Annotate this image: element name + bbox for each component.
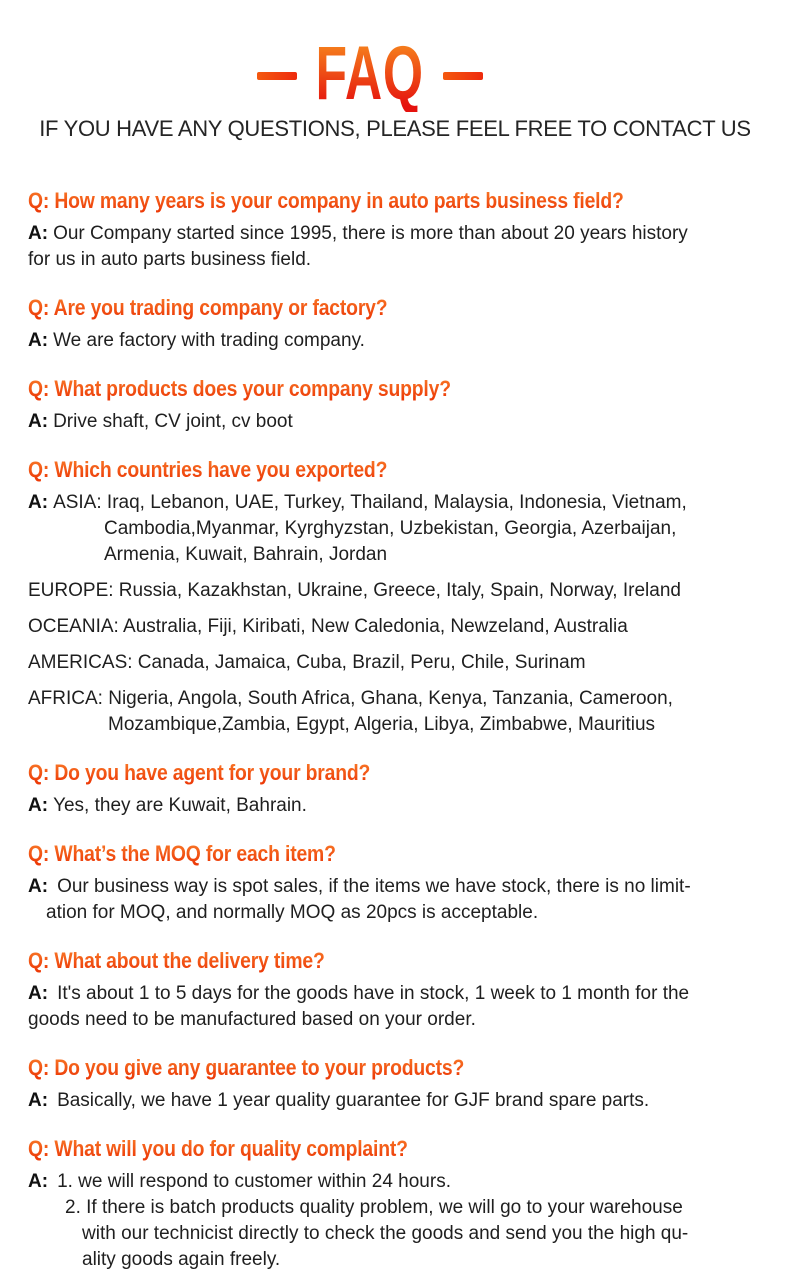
answer-text: Our business way is spot sales, if the items we have stock, there is no limit- [57,876,691,897]
faq-header [0,0,790,144]
answer-line-oceania: OCEANIA: Australia, Fiji, Kiribati, New Caledonia, Newzeland, Australia [28,616,628,637]
title-dash-right [443,72,483,80]
answer-line: 2. If there is batch products quality problem, we will go to your warehouse [65,1197,683,1218]
answer-text: ASIA: Iraq, Lebanon, UAE, Turkey, Thailand, Malaysia, Indonesia, Vietnam, [53,492,687,513]
answer-line [28,1088,758,1114]
answer-line [28,221,758,247]
answer-line-asia: Cambodia,Myanmar, Kyrghyzstan, Uzbekistan, Georgia, Azerbaijan, [104,518,677,539]
question-heading [28,457,758,486]
answer-text: It's about 1 to 5 days for the goods have in stock, 1 week to 1 month for the [57,983,690,1004]
subtitle: IF YOU HAVE ANY QUESTIONS, PLEASE FEEL FREE TO CONTACT US [39,116,751,141]
answer-line [28,793,758,819]
answer-label: A: [28,330,49,351]
answer-line: for us in auto parts business field. [28,249,312,270]
answer-line [28,874,758,900]
faq-list [0,188,790,1273]
answer-label: A: [28,411,49,432]
question-text: Q: What about the delivery time? [28,948,325,973]
answer-line [28,328,758,354]
answer [28,1088,758,1114]
answer-line-africa: Mozambique,Zambia, Egypt, Algeria, Libya, Zimbabwe, Mauritius [108,714,656,735]
faq-item [28,188,758,273]
question-text: Q: What will you do for quality complaint? [28,1136,408,1161]
answer-line [28,1169,758,1195]
faq-item [28,457,758,738]
answer [28,981,758,1033]
answer-label: A: [28,795,49,816]
answer-text: Drive shaft, CV joint, cv boot [53,411,293,432]
question-text: Q: Do you give any guarantee to your products? [28,1055,465,1080]
faq-item [28,948,758,1033]
answer [28,793,758,819]
answer-text: We are factory with trading company. [53,330,365,351]
answer-label: A: [28,983,49,1004]
faq-item [28,1055,758,1114]
answer [28,490,758,738]
answer-line [28,981,758,1007]
answer-label: A: [28,876,49,897]
answer-line-europe: EUROPE: Russia, Kazakhstan, Ukraine, Greece, Italy, Spain, Norway, Ireland [28,580,681,601]
question-text: Q: Do you have agent for your brand? [28,760,371,785]
question-text: Q: Which countries have you exported? [28,457,388,482]
question-heading [28,1055,758,1084]
title-row [0,31,765,116]
answer-label: A: [28,1090,49,1111]
answer-label: A: [28,1171,49,1192]
question-heading [28,841,758,870]
title-dash-left [257,72,297,80]
answer-line [28,409,758,435]
question-text: Q: What products does your company supply? [28,376,451,401]
answer-label: A: [28,223,49,244]
answer-line: ality goods again freely. [82,1249,281,1270]
answer [28,221,758,273]
answer-text: Yes, they are Kuwait, Bahrain. [53,795,307,816]
answer-line-africa: AFRICA: Nigeria, Angola, South Africa, Ghana, Kenya, Tanzania, Cameroon, [28,688,673,709]
faq-item [28,760,758,819]
faq-item [28,295,758,354]
question-heading [28,295,758,324]
answer-line-asia [28,490,758,516]
answer-line-asia: Armenia, Kuwait, Bahrain, Jordan [104,544,388,565]
answer [28,1169,758,1273]
answer [28,328,758,354]
question-text: Q: How many years is your company in auto parts business field? [28,188,624,213]
question-heading [28,1136,758,1165]
answer [28,874,758,926]
faq-item [28,841,758,926]
faq-item [28,1136,758,1273]
answer-text: Our Company started since 1995, there is more than about 20 years history [53,223,688,244]
question-heading [28,376,758,405]
answer-line-americas: AMERICAS: Canada, Jamaica, Cuba, Brazil, Peru, Chile, Surinam [28,652,586,673]
answer-line: goods need to be manufactured based on your order. [28,1009,476,1030]
page-title-box [315,31,425,116]
answer-line: with our technicist directly to check the goods and send you the high qu- [82,1223,689,1244]
answer [28,409,758,435]
answer-label: A: [28,492,49,513]
answer-text: 1. we will respond to customer within 24 hours. [57,1171,451,1192]
page-title: FAQ [315,31,425,116]
question-heading [28,760,758,789]
question-text: Q: What’s the MOQ for each item? [28,841,336,866]
faq-item [28,376,758,435]
answer-text: Basically, we have 1 year quality guarantee for GJF brand spare parts. [57,1090,650,1111]
question-text: Q: Are you trading company or factory? [28,295,388,320]
answer-line: ation for MOQ, and normally MOQ as 20pcs is acceptable. [46,902,539,923]
question-heading [28,948,758,977]
question-heading [28,188,758,217]
